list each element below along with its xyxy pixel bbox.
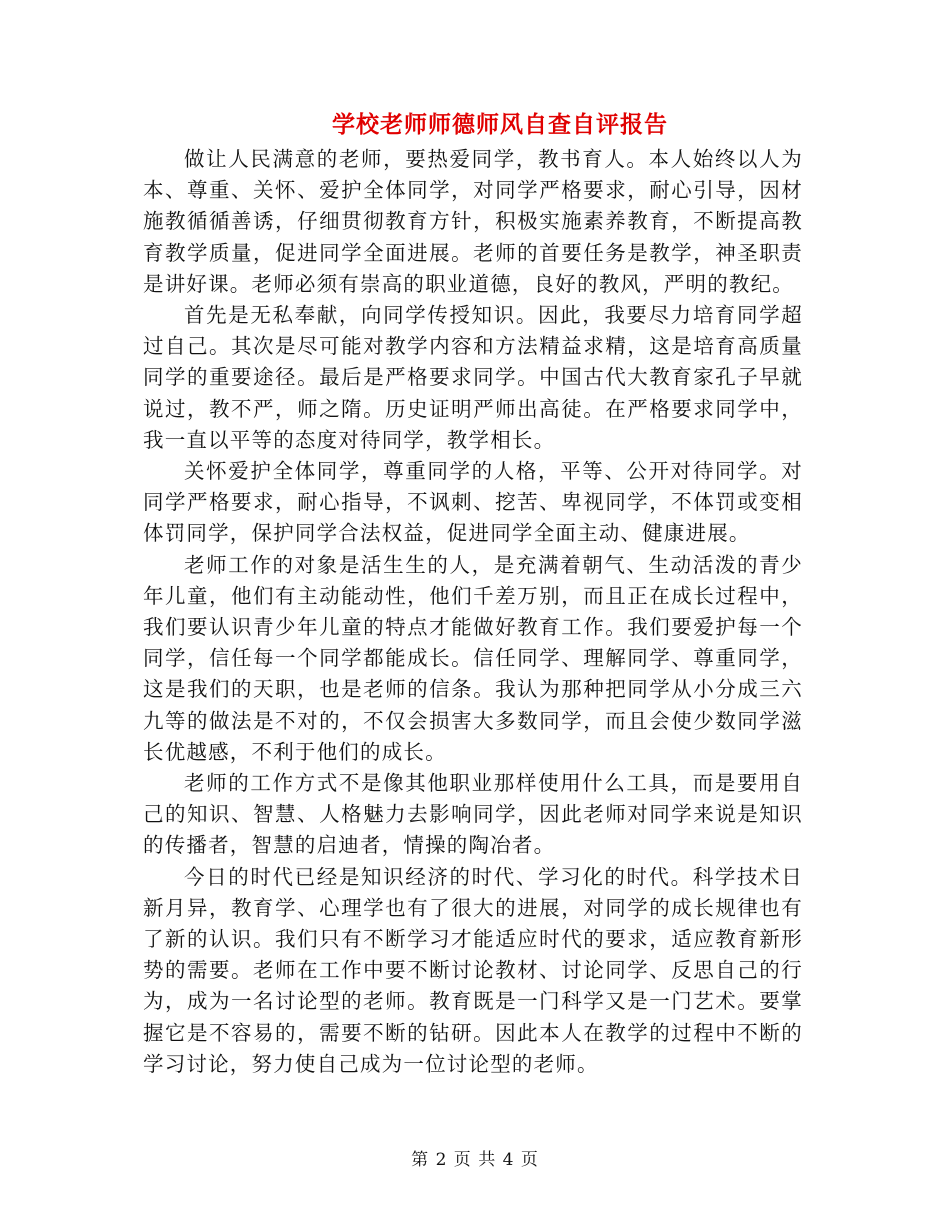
paragraph: 老师的工作方式不是像其他职业那样使用什么工具，而是要用自己的知识、智慧、人格魅力去影响同学，因此老师对同学来说是知识的传播者，智慧的启迪者，情操的陶冶者。 bbox=[143, 771, 803, 858]
paragraph: 关怀爱护全体同学，尊重同学的人格，平等、公开对待同学。对同学严格要求，耐心指导，不讽刺、挖苦、卑视同学，不体罚或变相体罚同学，保护同学合法权益，促进同学全面主动、健康进展。 bbox=[143, 459, 803, 546]
document-body bbox=[143, 144, 803, 1080]
paragraph: 老师工作的对象是活生生的人，是充满着朝气、生动活泼的青少年儿童，他们有主动能动性，他们千差万别，而且正在成长过程中，我们要认识青少年儿童的特点才能做好教育工作。我们要爱护每一个同学，信任每一个同学都能成长。信任同学、理解同学、尊重同学，这是我们的天职，也是老师的信条。我认为那种把同学从小分成三六九等的做法是不对的，不仅会损害大多数同学，而且会使少数同学滋长优越感，不利于他们的成长。 bbox=[143, 552, 803, 764]
document-title: 学校老师师德师风自查自评报告 bbox=[332, 111, 668, 138]
paragraph: 做让人民满意的老师，要热爱同学，教书育人。本人始终以人为本、尊重、关怀、爱护全体同学，对同学严格要求，耐心引导，因材施教循循善诱，仔细贯彻教育方针，积极实施素养教育，不断提高教育教学质量，促进同学全面进展。老师的首要任务是教学，神圣职责是讲好课。老师必须有崇高的职业道德，良好的教风，严明的教纪。 bbox=[143, 147, 803, 296]
paragraph: 首先是无私奉献，向同学传授知识。因此，我要尽力培育同学超过自己。其次是尽可能对教学内容和方法精益求精，这是培育高质量同学的重要途径。最后是严格要求同学。中国古代大教育家孔子早就说过，教不严，师之隋。历史证明严师出高徒。在严格要求同学中，我一直以平等的态度对待同学，教学相长。 bbox=[143, 303, 803, 452]
paragraph: 今日的时代已经是知识经济的时代、学习化的时代。科学技术日新月异，教育学、心理学也有了很大的进展，对同学的成长规律也有了新的认识。我们只有不断学习才能适应时代的要求，适应教育新形势的需要。老师在工作中要不断讨论教材、讨论同学、反思自己的行为，成为一名讨论型的老师。教育既是一门科学又是一门艺术。要掌握它是不容易的，需要不断的钻研。因此本人在教学的过程中不断的学习讨论，努力使自己成为一位讨论型的老师。 bbox=[143, 864, 803, 1076]
page-footer: 第 2 页 共 4 页 bbox=[411, 1150, 539, 1170]
